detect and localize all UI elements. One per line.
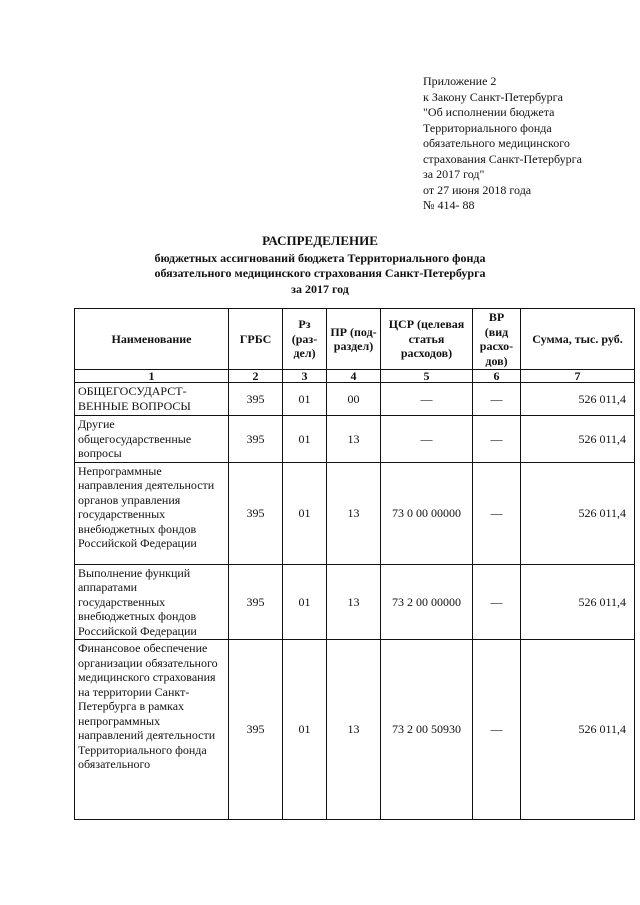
header-csr: ЦСР (целевая статья расходов) (381, 309, 473, 370)
cell-pr: 13 (327, 462, 381, 564)
cell-csr: — (381, 416, 473, 463)
cell-name: Непрограммные направления деятельности органов управления государственных внебюджетных фондов Российской Федерации (75, 462, 229, 564)
appendix-line: от 27 июня 2018 года (423, 182, 532, 197)
cell-pr: 00 (327, 383, 381, 416)
document-title (0, 233, 640, 297)
appendix-line: Территориального фонда (423, 120, 552, 135)
header-grbs: ГРБС (229, 309, 283, 370)
cell-grbs: 395 (229, 640, 283, 820)
column-number-row (75, 370, 635, 383)
cell-csr: 73 2 00 00000 (381, 564, 473, 640)
cell-csr: — (381, 383, 473, 416)
cell-vr: — (473, 462, 521, 564)
cell-sum: 526 011,4 (521, 640, 635, 820)
cell-vr: — (473, 564, 521, 640)
cell-sum: 526 011,4 (521, 564, 635, 640)
column-number: 5 (381, 370, 473, 383)
appendix-line: обязательного медицинского (423, 136, 570, 150)
appendix-line: к Закону Санкт-Петербурга (423, 89, 563, 104)
appendix-line: Приложение 2 (423, 74, 497, 88)
cell-name: Выполнение функций аппаратами государственных внебюджетных фондов Российской Федерации (75, 564, 229, 640)
table-row (75, 416, 635, 463)
table-row (75, 564, 635, 640)
appendix-header (423, 74, 633, 214)
cell-sum: 526 011,4 (521, 462, 635, 564)
cell-grbs: 395 (229, 416, 283, 463)
cell-name: Финансовое обеспечение организации обязательного медицинского страхования на территории Санкт-Петербурга в рамках непрограммных направлений деятельности Территориального фонда обязательного (75, 640, 229, 820)
header-sum: Сумма, тыс. руб. (521, 309, 635, 370)
appendix-line: № 414- 88 (423, 198, 475, 212)
cell-rz: 01 (283, 564, 327, 640)
table-row (75, 462, 635, 564)
table-row (75, 383, 635, 416)
cell-grbs: 395 (229, 564, 283, 640)
column-number: 7 (521, 370, 635, 383)
column-number: 1 (75, 370, 229, 383)
cell-pr: 13 (327, 564, 381, 640)
cell-rz: 01 (283, 640, 327, 820)
cell-pr: 13 (327, 640, 381, 820)
cell-sum: 526 011,4 (521, 383, 635, 416)
header-rz: Рз (раз-дел) (283, 309, 327, 370)
cell-sum: 526 011,4 (521, 416, 635, 463)
title-line: бюджетных ассигнований бюджета Территориального фонда (154, 250, 486, 265)
column-number: 6 (473, 370, 521, 383)
column-number: 3 (283, 370, 327, 383)
appendix-line: "Об исполнении бюджета (423, 105, 555, 119)
cell-vr: — (473, 383, 521, 416)
title-line: обязательного медицинского страхования Санкт-Петербурга (154, 266, 486, 280)
title-main: РАСПРЕДЕЛЕНИЕ (262, 233, 378, 248)
cell-csr: 73 0 00 00000 (381, 462, 473, 564)
cell-vr: — (473, 640, 521, 820)
cell-grbs: 395 (229, 462, 283, 564)
header-vr: ВР (вид расхо-дов) (473, 309, 521, 370)
header-pr: ПР (под-раздел) (327, 309, 381, 370)
appendix-line: за 2017 год" (423, 167, 485, 181)
cell-pr: 13 (327, 416, 381, 463)
title-line: за 2017 год (291, 281, 349, 296)
cell-rz: 01 (283, 383, 327, 416)
cell-name: Другие общегосударственные вопросы (75, 416, 229, 463)
table-row (75, 640, 635, 820)
budget-table (74, 308, 635, 820)
cell-csr: 73 2 00 50930 (381, 640, 473, 820)
cell-rz: 01 (283, 462, 327, 564)
column-number: 2 (229, 370, 283, 383)
column-number: 4 (327, 370, 381, 383)
header-name: Наименование (75, 309, 229, 370)
cell-rz: 01 (283, 416, 327, 463)
cell-vr: — (473, 416, 521, 463)
cell-grbs: 395 (229, 383, 283, 416)
table-header-row (75, 309, 635, 370)
cell-name: ОБЩЕГОСУДАРСТ-ВЕННЫЕ ВОПРОСЫ (75, 383, 229, 416)
appendix-line: страхования Санкт-Петербурга (423, 151, 582, 166)
